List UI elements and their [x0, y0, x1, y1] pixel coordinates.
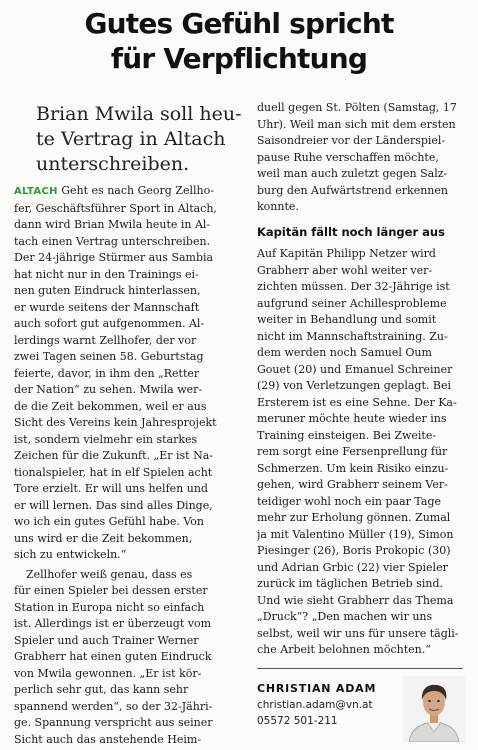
body-line: Der 24-jährige Stürmer aus Sambia	[14, 251, 214, 264]
article-subhead	[36, 102, 246, 177]
author-phone: 05572 501-211	[257, 715, 338, 727]
body-line: und Adrian Grbic (22) vier Spieler	[257, 560, 448, 574]
body-line: tach einen Vertrag unterschreiben.	[14, 234, 211, 248]
body-line: lerdings warnt Zellhofer, der vor	[14, 333, 197, 347]
body-line: weil man auch zuletzt gegen Salz-	[257, 167, 448, 180]
body-line: duell gegen St. Pölten (Samstag, 17	[257, 101, 457, 114]
body-line: che Arbeit belohnen möchten.“	[257, 643, 431, 656]
body-line: ist. Allerdings ist er überzeugt vom	[14, 617, 212, 630]
body-line: zwei Tagen seinen 58. Geburtstag	[14, 350, 204, 363]
body-line: selbst, weil wir uns für unsere tägli-	[257, 626, 459, 640]
body-line: mehr zur Erholung gönnen. Zumal	[257, 511, 451, 524]
body-line: tionalspieler, hat in elf Spielen acht	[14, 465, 213, 479]
body-line: Und wie sieht Grabherr das Thema	[257, 593, 454, 607]
right-paragraph-1	[257, 100, 465, 216]
body-line: Sicht des Vereins kein Jahresprojekt	[14, 416, 217, 429]
body-line: nicht im Mannschaftstraining. Zu-	[257, 329, 448, 343]
body-line: ge. Spannung verspricht aus seiner	[14, 716, 213, 729]
body-line-first-text: Geht es nach Georg Zellho-	[61, 184, 214, 197]
body-line: Training einsteigen. Bei Zweite-	[257, 428, 437, 442]
body-line: teidiger wohl noch ein paar Tage	[257, 494, 442, 508]
body-line: nen guten Eindruck hinterlassen,	[14, 284, 201, 297]
author-email[interactable]: christian.adam@vn.at	[257, 699, 373, 711]
right-column	[257, 100, 465, 659]
body-line: Zeichen für die Zukunft. „Er ist Na-	[14, 449, 213, 462]
right-paragraph-2	[257, 246, 465, 659]
location-kicker: ALTACH	[14, 186, 58, 197]
body-line: meruner möchte heute wieder ins	[257, 412, 447, 425]
author-divider	[257, 668, 463, 669]
body-line: ist, sondern vielmehr ein starkes	[14, 432, 198, 446]
body-line: sich zu entwickeln.“	[14, 548, 127, 561]
body-line: zurück im täglichen Betrieb sind.	[257, 577, 444, 590]
body-line: ja mit Valentino Müller (19), Simon	[257, 527, 454, 541]
body-line: für einen Spieler bei dessen erster	[14, 584, 208, 597]
body-line: Gouet (20) und Emanuel Schreiner	[257, 362, 453, 376]
body-line: de die Zeit bekommen, weil er aus	[14, 399, 207, 413]
body-line: Schmerzen. Um kein Risiko einzu-	[257, 461, 449, 475]
body-line: dem werden noch Samuel Oum	[257, 346, 432, 359]
body-line-first	[14, 183, 246, 201]
left-column	[14, 183, 246, 748]
body-line: gehen, wird Grabherr seinem Ver-	[257, 478, 448, 491]
body-line: Ersterem ist es eine Sehne. Der Ka-	[257, 395, 457, 409]
body-line: Station in Europa nicht so einfach	[14, 600, 205, 614]
body-line: fer, Geschäftsführer Sport in Altach,	[14, 201, 217, 215]
body-line: Sicht auch das anstehende Heim-	[14, 732, 202, 746]
body-line: Zellhofer weiß genau, dass es	[26, 567, 193, 581]
body-line: Spieler und auch Trainer Werner	[14, 633, 199, 647]
body-line: Uhr). Weil man sich mit dem ersten	[257, 117, 456, 131]
body-line: rem sorgt eine Fersenprellung für	[257, 445, 448, 458]
body-line: von Mwila gewonnen. „Er ist kör-	[14, 666, 202, 680]
author-name: CHRISTIAN ADAM	[257, 682, 377, 695]
subhead-line: Brian Mwila soll heu-	[36, 103, 242, 125]
section-heading: Kapitän fällt noch länger aus	[257, 224, 445, 239]
body-line: Piesinger (26), Boris Prokopic (30)	[257, 544, 451, 557]
body-line: konnte.	[257, 200, 299, 213]
body-line: pause Ruhe verschaffen möchte,	[257, 150, 439, 164]
body-line: burg den Aufwärtstrend erkennen	[257, 183, 448, 197]
author-box	[257, 676, 467, 746]
body-line: er wurde seitens der Mannschaft	[14, 300, 200, 314]
body-line: Tore erzielt. Er will uns helfen und	[14, 482, 208, 495]
headline-line: für Verpflichtung	[110, 42, 368, 75]
body-line: spannend werden“, so der 32-Jähri-	[14, 699, 213, 713]
body-line: (29) von Verletzungen geplagt. Bei	[257, 379, 451, 392]
body-line: er will lernen. Das sind alles Dinge,	[14, 498, 213, 512]
left-paragraph-1	[14, 201, 246, 564]
author-photo	[403, 676, 465, 742]
subhead-line: unterschreiben.	[36, 153, 190, 175]
body-line: weiter in Behandlung und somit	[257, 313, 437, 326]
body-line: Saisondreier vor der Länderspiel-	[257, 134, 446, 147]
body-line: wo ich ein gutes Gefühl habe. Von	[14, 515, 204, 528]
body-line: auch sofort gut aufgenommen. Al-	[14, 317, 205, 330]
body-line: zichten müssen. Der 32-Jährige ist	[257, 280, 450, 293]
body-line: Auf Kapitän Philipp Netzer wird	[257, 247, 436, 260]
body-line: perlich sehr gut, das kann sehr	[14, 683, 189, 696]
body-line: der Nation“ zu sehen. Mwila wer-	[14, 383, 203, 396]
headline-line: Gutes Gefühl spricht	[84, 7, 394, 40]
body-line: dann wird Brian Mwila heute in Al-	[14, 218, 211, 231]
body-line: hat nicht nur in den Trainings ei-	[14, 267, 199, 281]
left-paragraph-2	[14, 567, 246, 749]
body-line: Grabherr hat einen guten Eindruck	[14, 650, 212, 663]
body-line: Grabherr aber wohl weiter ver-	[257, 263, 433, 277]
subhead-line: te Vertrag in Altach	[36, 128, 226, 150]
article-headline	[0, 6, 478, 76]
body-line: „Druck“? „Den machen wir uns	[257, 610, 433, 623]
body-line: aufgrund seiner Achillesprobleme	[257, 296, 447, 310]
body-line: uns wird er die Zeit bekommen,	[14, 531, 193, 545]
body-line: feierte, davor, in ihm den „Retter	[14, 366, 200, 380]
